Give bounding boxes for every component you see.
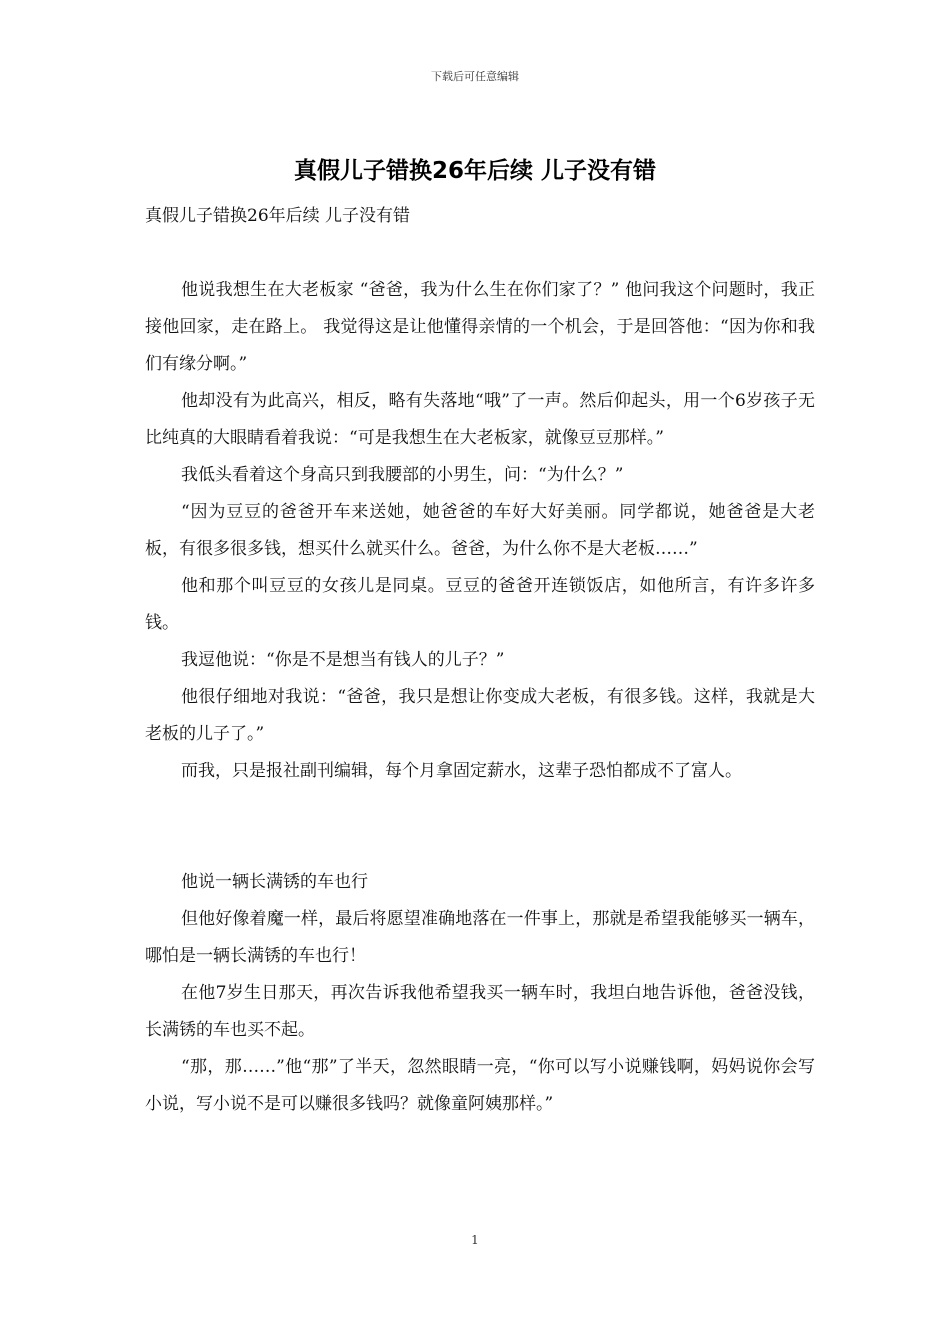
section-heading: 他说一辆长满锈的车也行	[181, 872, 368, 892]
header-note: 下载后可任意编辑	[431, 70, 519, 83]
paragraph: 他很仔细地对我说：“爸爸，我只是想让你变成大老板，有很多钱。这样，我就是大老板的儿子了。”	[145, 687, 815, 744]
section-gap	[145, 790, 815, 864]
paragraph: 而我，只是报社副刊编辑，每个月拿固定薪水，这辈子恐怕都成不了富人。	[181, 761, 742, 781]
paragraph: 他却没有为此高兴，相反，略有失落地“哦”了一声。然后仰起头，用一个6岁孩子无比纯真的大眼睛看着我说：“可是我想生在大老板家，就像豆豆那样。”	[145, 391, 815, 448]
paragraph: 在他7岁生日那天，再次告诉我他希望我买一辆车时，我坦白地告诉他，爸爸没钱，长满锈的车也买不起。	[145, 983, 815, 1040]
page-title: 真假儿子错换26年后续 儿子没有错	[293, 158, 656, 184]
page-number: 1	[471, 1233, 479, 1247]
paragraph: 他和那个叫豆豆的女孩儿是同桌。豆豆的爸爸开连锁饭店，如他所言，有许多许多钱。	[145, 576, 815, 633]
paragraph: “那，那……”他“那”了半天，忽然眼睛一亮，“你可以写小说赚钱啊，妈妈说你会写小说，写小说不是可以赚很多钱吗？就像童阿姨那样。”	[145, 1057, 815, 1114]
article-body	[145, 272, 815, 1123]
paragraph: 他说我想生在大老板家 “爸爸，我为什么生在你们家了？” 他问我这个问题时，我正接他回家，走在路上。 我觉得这是让他懂得亲情的一个机会，于是回答他：“因为你和我们有缘分啊。”	[145, 280, 815, 374]
paragraph: 我低头看着这个身高只到我腰部的小男生，问：“为什么？”	[181, 465, 624, 485]
paragraph: 我逗他说：“你是不是想当有钱人的儿子？”	[181, 650, 505, 670]
paragraph: 但他好像着魔一样，最后将愿望准确地落在一件事上，那就是希望我能够买一辆车，哪怕是一辆长满锈的车也行！	[145, 909, 815, 966]
paragraph: “因为豆豆的爸爸开车来送她，她爸爸的车好大好美丽。同学都说，她爸爸是大老板，有很多很多钱，想买什么就买什么。爸爸，为什么你不是大老板……”	[145, 502, 815, 559]
subtitle: 真假儿子错换26年后续 儿子没有错	[145, 206, 411, 226]
